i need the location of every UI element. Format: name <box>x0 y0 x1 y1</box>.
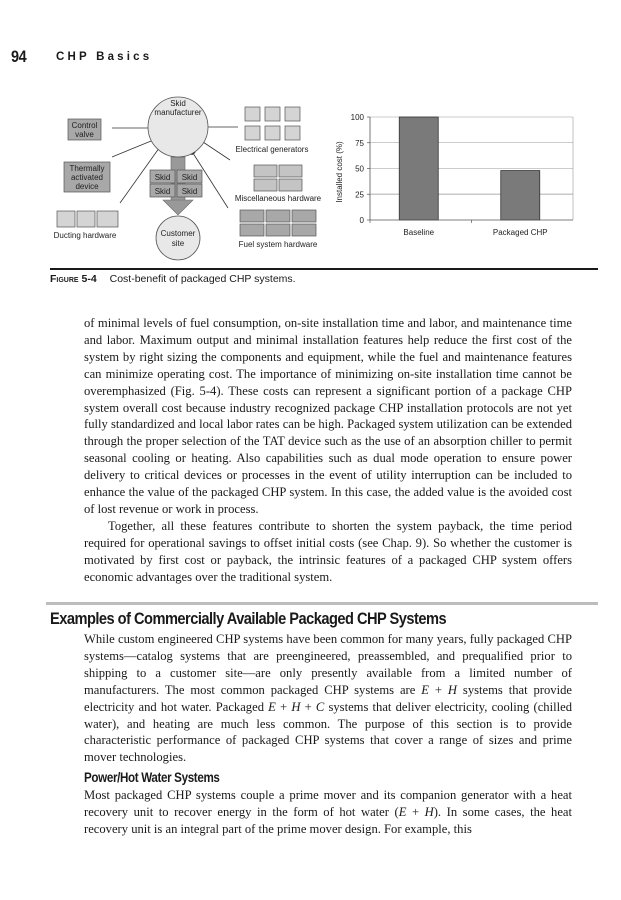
section-heading: Examples of Commercially Available Packaged CHP Systems <box>50 609 447 628</box>
misc-hardware-label: Miscellaneous hardware <box>234 194 322 203</box>
paragraph: Together, all these features contribute to shorten the system payback, the time period required for operational savings to offset initial costs (see Chap. 9). So whether the customer is motivated by first cost or payback, the intrinsic features of a packaged CHP system offers economic advantages over the traditional system. <box>84 518 572 584</box>
thermal-device-label-1: Thermally <box>69 164 105 173</box>
customer-site-label-1: Customer <box>160 229 196 238</box>
bar-packaged-chp <box>501 171 540 220</box>
figure-rule <box>50 268 598 270</box>
y-tick-label: 100 <box>350 113 364 122</box>
figure-svg <box>0 85 621 265</box>
electrical-generators-label: Electrical generators <box>235 145 309 154</box>
figure-label: Figure 5-4 <box>50 273 97 285</box>
y-tick-label: 25 <box>355 190 364 200</box>
skid-label: Skid <box>154 187 171 196</box>
control-valve-label-2: valve <box>75 130 94 139</box>
thermal-device-label-3: device <box>75 182 99 191</box>
y-tick-label: 0 <box>359 216 364 225</box>
skid-manufacturer-label-1: Skid <box>170 99 186 108</box>
figure-caption-text: Cost-benefit of packaged CHP systems. <box>109 273 296 285</box>
page-number: 94 <box>11 47 27 66</box>
misc-hardware-blocks <box>254 165 302 191</box>
figure-5-4 <box>0 85 621 265</box>
x-tick-label: Baseline <box>403 228 435 237</box>
fuel-system-blocks <box>240 210 316 236</box>
body-block-2 <box>84 631 572 766</box>
control-valve-label-1: Control <box>71 121 98 130</box>
customer-site-node <box>156 216 200 260</box>
subsection-heading: Power/Hot Water Systems <box>84 770 220 785</box>
fuel-system-label: Fuel system hardware <box>238 240 318 249</box>
skid-label: Skid <box>181 173 198 182</box>
body-block-1 <box>84 315 572 586</box>
paragraph: While custom engineered CHP systems have been common for many years, fully packaged CHP systems—catalog systems that are preengineered, preassembled, and prequalified prior to shipping to a customer site—are only presently available from a limited number of manufacturers. The most common packaged CHP systems are E + H systems that provide electricity and hot water. Packaged E + H + C systems that deliver electricity, cooling (chilled water), and heating are much less common. The purpose of this section is to provide characteristic performance of packaged CHP systems that cover a range of sizes and prime mover technologies. <box>84 632 572 765</box>
figure-caption <box>50 273 296 285</box>
customer-site-label-2: site <box>171 239 185 248</box>
ducting-hardware-label: Ducting hardware <box>53 231 117 240</box>
running-head: CHP Basics <box>56 51 153 63</box>
section-rule <box>46 602 598 605</box>
body-block-3 <box>84 787 572 838</box>
bar-baseline <box>399 117 438 220</box>
paragraph: of minimal levels of fuel consumption, on-site installation time and labor, and maintenance time and labor. Maximum output and minimal installation features help reduce the first cost of the system by right sizing the components and equipment, while the fuel and maintenance features can minimize operating cost. The importance of minimizing on-site installation time cannot be overemphasized (Fig. 5-4). These costs can represent a significant portion of a package CHP system overall cost because industry recognized package CHP installation protocols are not yet fully standardized and local labor rates can be high. Packaged system utilization can be extended through the proper selection of the TAT device such as the use of an absorption chiller to permit seasonal cooling or heating. Also capabilities such as dual mode operation to ensure power delivery to critical devices or processes in the event of utility interruption can be included to enhance the value of the packaged CHP system. In this case, the added value is the avoided cost of lost revenue or work in process. <box>84 316 572 516</box>
skid-label: Skid <box>181 187 198 196</box>
ducting-hardware-blocks <box>57 211 118 227</box>
skid-manufacturer-label-2: manufacturer <box>154 108 202 117</box>
y-axis-label: Installed cost (%) <box>335 141 344 203</box>
thermal-device-label-2: activated <box>70 173 104 182</box>
arrow-thermal-device <box>112 139 156 157</box>
y-tick-label: 50 <box>355 164 364 174</box>
y-tick-label: 75 <box>355 138 364 148</box>
electrical-generators-blocks <box>245 107 300 140</box>
installed-cost-chart <box>335 113 573 237</box>
x-tick-label: Packaged CHP <box>492 228 548 237</box>
skid-label: Skid <box>154 173 171 182</box>
paragraph: Most packaged CHP systems couple a prime mover and its companion generator with a heat recovery unit to recover energy in the form of hot water (E + H). In some cases, the heat recovery unit is an integral part of the prime mover design. For example, this <box>84 788 572 836</box>
